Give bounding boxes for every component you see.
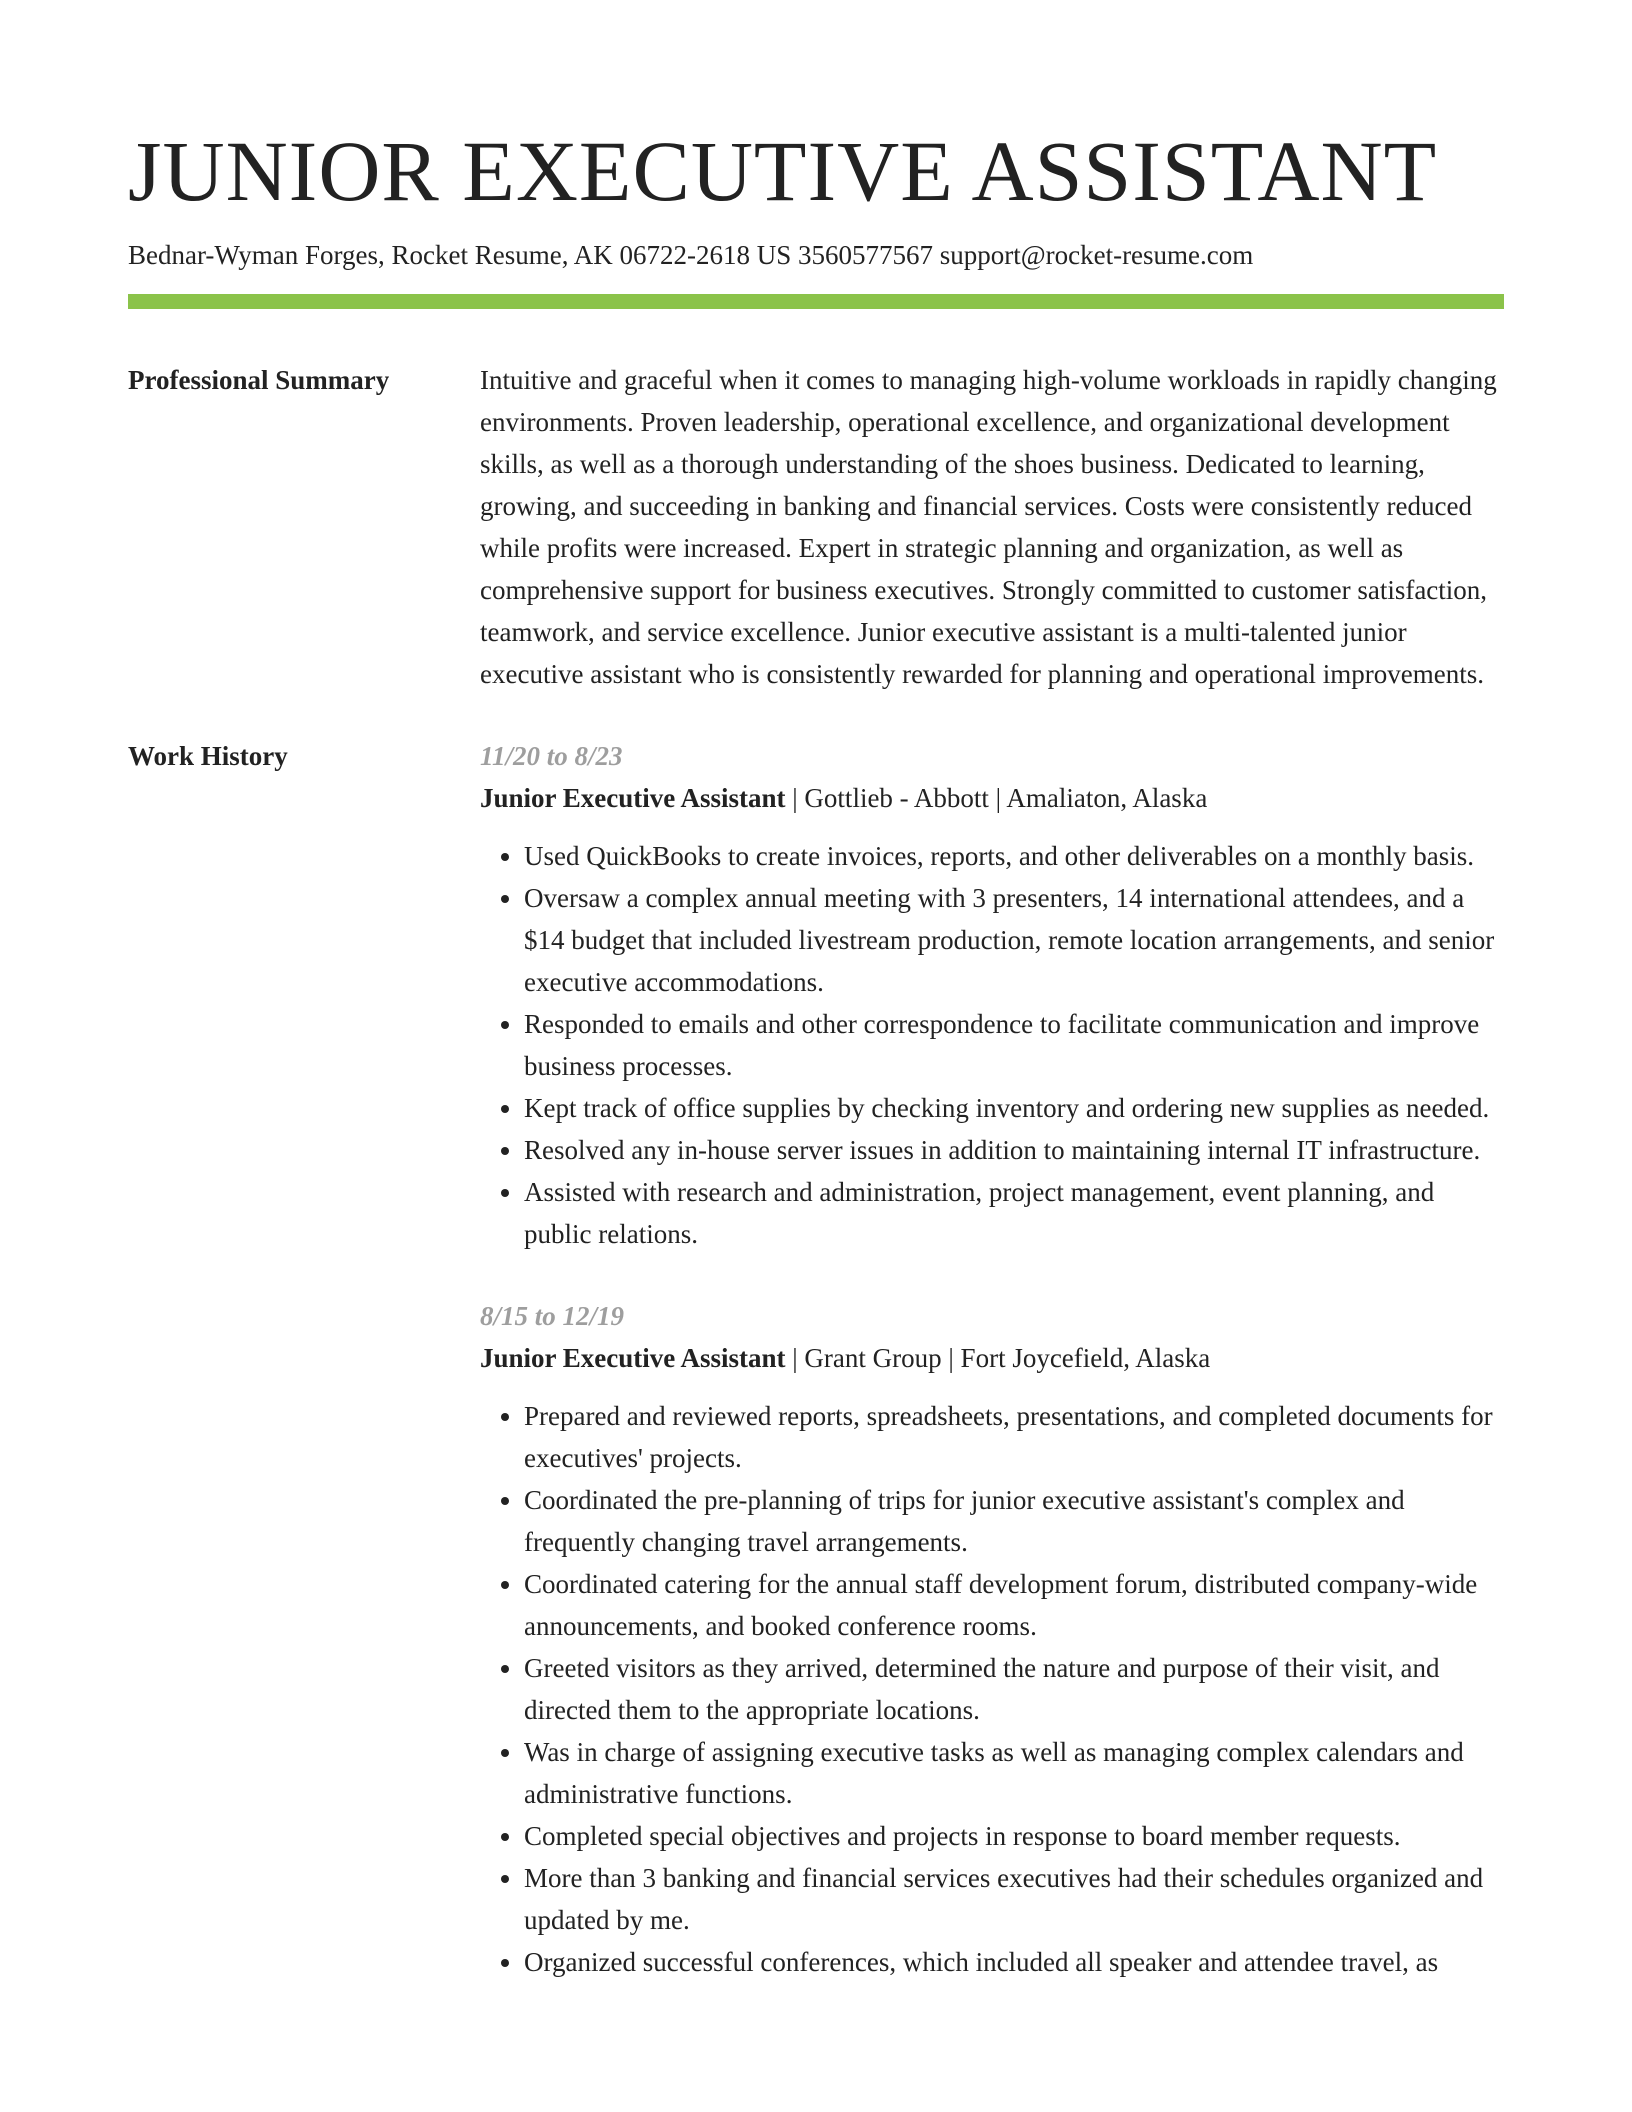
job-dates: 8/15 to 12/19 — [480, 1301, 625, 1331]
resume-page — [128, 0, 1504, 2023]
section-label-work-history: Work History — [128, 741, 288, 771]
job-bullet: • Coordinated the pre-planning of trips for junior executive assistant's complex and frequently changing travel arrangements. — [524, 1479, 1504, 1563]
contact-line: Bednar-Wyman Forges, Rocket Resume, AK 06722-2618 US 3560577567 support@rocket-resume.com — [128, 240, 1254, 270]
job-title-line — [480, 1337, 1504, 1379]
job-bullet: • Greeted visitors as they arrived, determined the nature and purpose of their visit, and directed them to the appropriate locations. — [524, 1647, 1504, 1731]
job-bullet: • Coordinated catering for the annual staff development forum, distributed company-wide announcements, and booked conference rooms. — [524, 1563, 1504, 1647]
job-bullet: • Resolved any in-house server issues in addition to maintaining internal IT infrastructure. — [524, 1129, 1504, 1171]
job-bullet: • Organized successful conferences, which included all speaker and attendee travel, as — [524, 1941, 1504, 1983]
job-title: Junior Executive Assistant — [480, 1343, 786, 1373]
summary-body — [480, 359, 1504, 695]
job-bullet: • Prepared and reviewed reports, spreadsheets, presentations, and completed documents for executives' projects. — [524, 1395, 1504, 1479]
job-bullet: • Oversaw a complex annual meeting with 3 presenters, 14 international attendees, and a $14 budget that included livestream production, remote location arrangements, and senior executive accommodations. — [524, 877, 1504, 1003]
job-bullet: • Completed special objectives and projects in response to board member requests. — [524, 1815, 1504, 1857]
job-bullet: • Assisted with research and administration, project management, event planning, and public relations. — [524, 1171, 1504, 1255]
job-dates: 11/20 to 8/23 — [480, 741, 623, 771]
job-bullet: • Kept track of office supplies by checking inventory and ordering new supplies as needed. — [524, 1087, 1504, 1129]
job-bullet: • Used QuickBooks to create invoices, reports, and other deliverables on a monthly basis. — [524, 835, 1504, 877]
job-entry — [480, 735, 1504, 1255]
job-bullet-list — [480, 835, 1504, 1255]
job-title-line — [480, 777, 1504, 819]
section-label-summary: Professional Summary — [128, 365, 390, 395]
work-history-section — [128, 735, 1504, 2023]
job-bullet-list — [480, 1395, 1504, 1983]
job-details: | Grant Group | Fort Joycefield, Alaska — [785, 1343, 1211, 1373]
resume-title: JUNIOR EXECUTIVE ASSISTANT — [128, 123, 1438, 219]
job-bullet: • Was in charge of assigning executive tasks as well as managing complex calendars and administrative functions. — [524, 1731, 1504, 1815]
header-divider — [128, 294, 1504, 309]
job-details: | Gottlieb - Abbott | Amaliaton, Alaska — [785, 783, 1208, 813]
job-bullet: • More than 3 banking and financial services executives had their schedules organized and updated by me. — [524, 1857, 1504, 1941]
job-title: Junior Executive Assistant — [480, 783, 786, 813]
job-bullet: • Responded to emails and other correspondence to facilitate communication and improve business processes. — [524, 1003, 1504, 1087]
professional-summary-section — [128, 359, 1504, 695]
job-entry — [480, 1295, 1504, 1983]
work-history-body — [480, 735, 1504, 2023]
summary-text: Intuitive and graceful when it comes to managing high-volume workloads in rapidly changing environments. Proven leadership, operational excellence, and organizational development skills, as well as a thorough understanding of the shoes business. Dedicated to learning, growing, and succeeding in banking and financial services. Costs were consistently reduced while profits were increased. Expert in strategic planning and organization, as well as comprehensive support for business executives. Strongly committed to customer satisfaction, teamwork, and service excellence. Junior executive assistant is a multi-talented junior executive assistant who is consistently rewarded for planning and operational improvements. — [480, 365, 1497, 689]
